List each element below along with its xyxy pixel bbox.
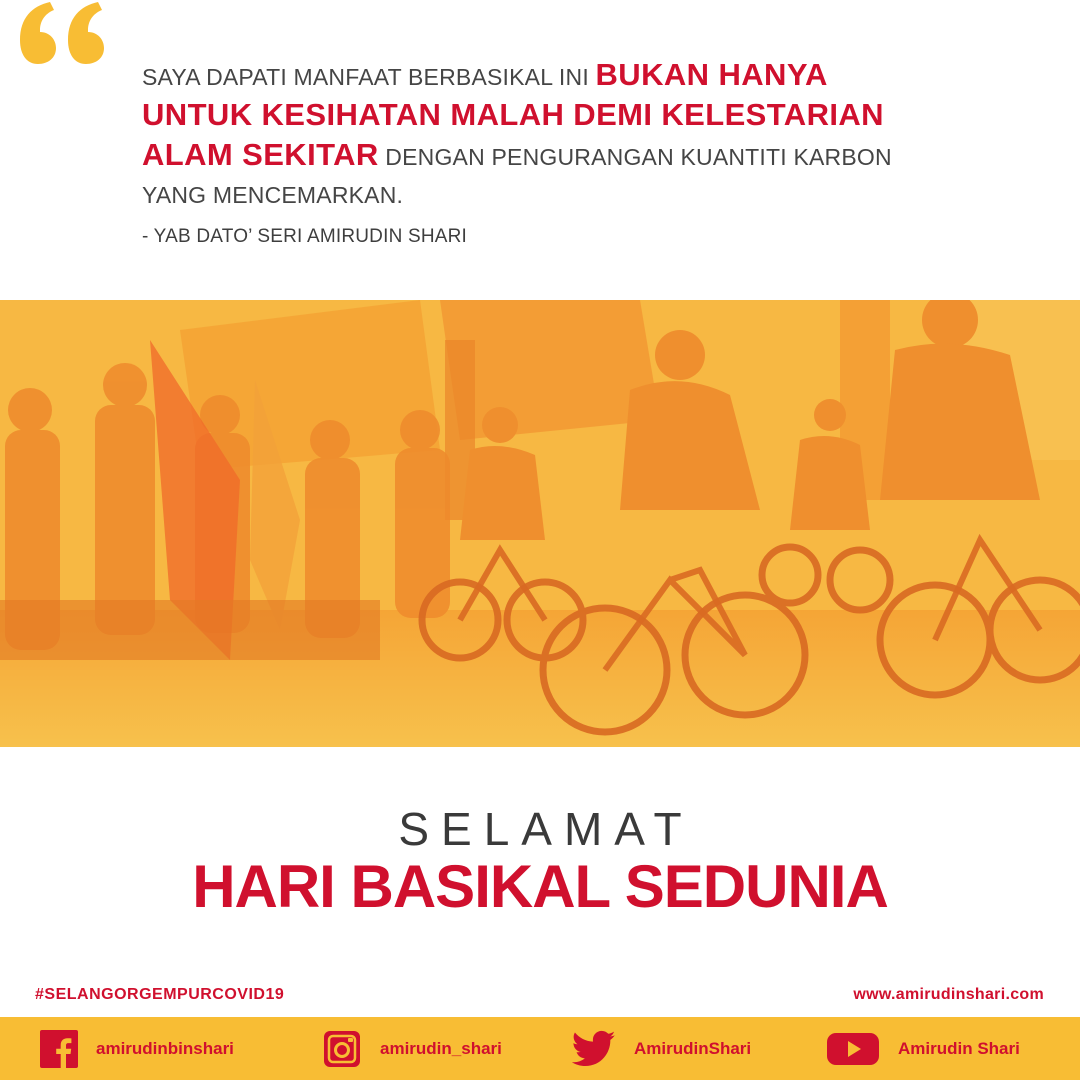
facebook-handle: amirudinbinshari <box>96 1039 234 1058</box>
greeting-headline: HARI BASIKAL SEDUNIA <box>192 853 888 920</box>
hashtag: #SELANGORGEMPURCOVID19 <box>35 986 285 1003</box>
instagram-icon <box>322 1029 362 1069</box>
quote-attribution: - YAB DATO’ SERI AMIRUDIN SHARI <box>142 226 468 247</box>
youtube-icon <box>826 1030 880 1068</box>
quote-line-1: SAYA DAPATI MANFAAT BERBASIKAL INI BUKAN HANYA <box>142 57 828 92</box>
social-bar <box>0 1017 1080 1080</box>
quote-line-2 <box>142 96 962 136</box>
quote-highlight: ALAM SEKITAR <box>142 137 379 172</box>
quote-text <box>142 56 962 214</box>
social-facebook[interactable] <box>40 1029 234 1069</box>
cyclists-illustration <box>0 300 1080 747</box>
quote-line-4: YANG MENCEMARKAN. <box>142 182 404 208</box>
cycling-event-photo <box>0 300 1080 747</box>
twitter-icon <box>572 1030 616 1068</box>
social-youtube[interactable] <box>826 1029 1020 1069</box>
quote-highlight: BUKAN HANYA <box>595 57 828 92</box>
website-link[interactable]: www.amirudinshari.com <box>853 986 1044 1003</box>
social-twitter[interactable] <box>572 1029 751 1069</box>
quote-mark-icon <box>10 0 120 70</box>
social-instagram[interactable] <box>322 1029 502 1069</box>
twitter-handle: AmirudinShari <box>634 1039 752 1058</box>
youtube-handle: Amirudin Shari <box>898 1039 1020 1058</box>
instagram-handle: amirudin_shari <box>380 1039 502 1058</box>
facebook-icon <box>40 1030 78 1068</box>
quote-highlight: UNTUK KESIHATAN MALAH DEMI KELESTARIAN <box>142 97 884 132</box>
greeting-top: SELAMAT <box>398 803 694 855</box>
quote-line-3: ALAM SEKITAR DENGAN PENGURANGAN KUANTITI KARBON <box>142 137 892 172</box>
